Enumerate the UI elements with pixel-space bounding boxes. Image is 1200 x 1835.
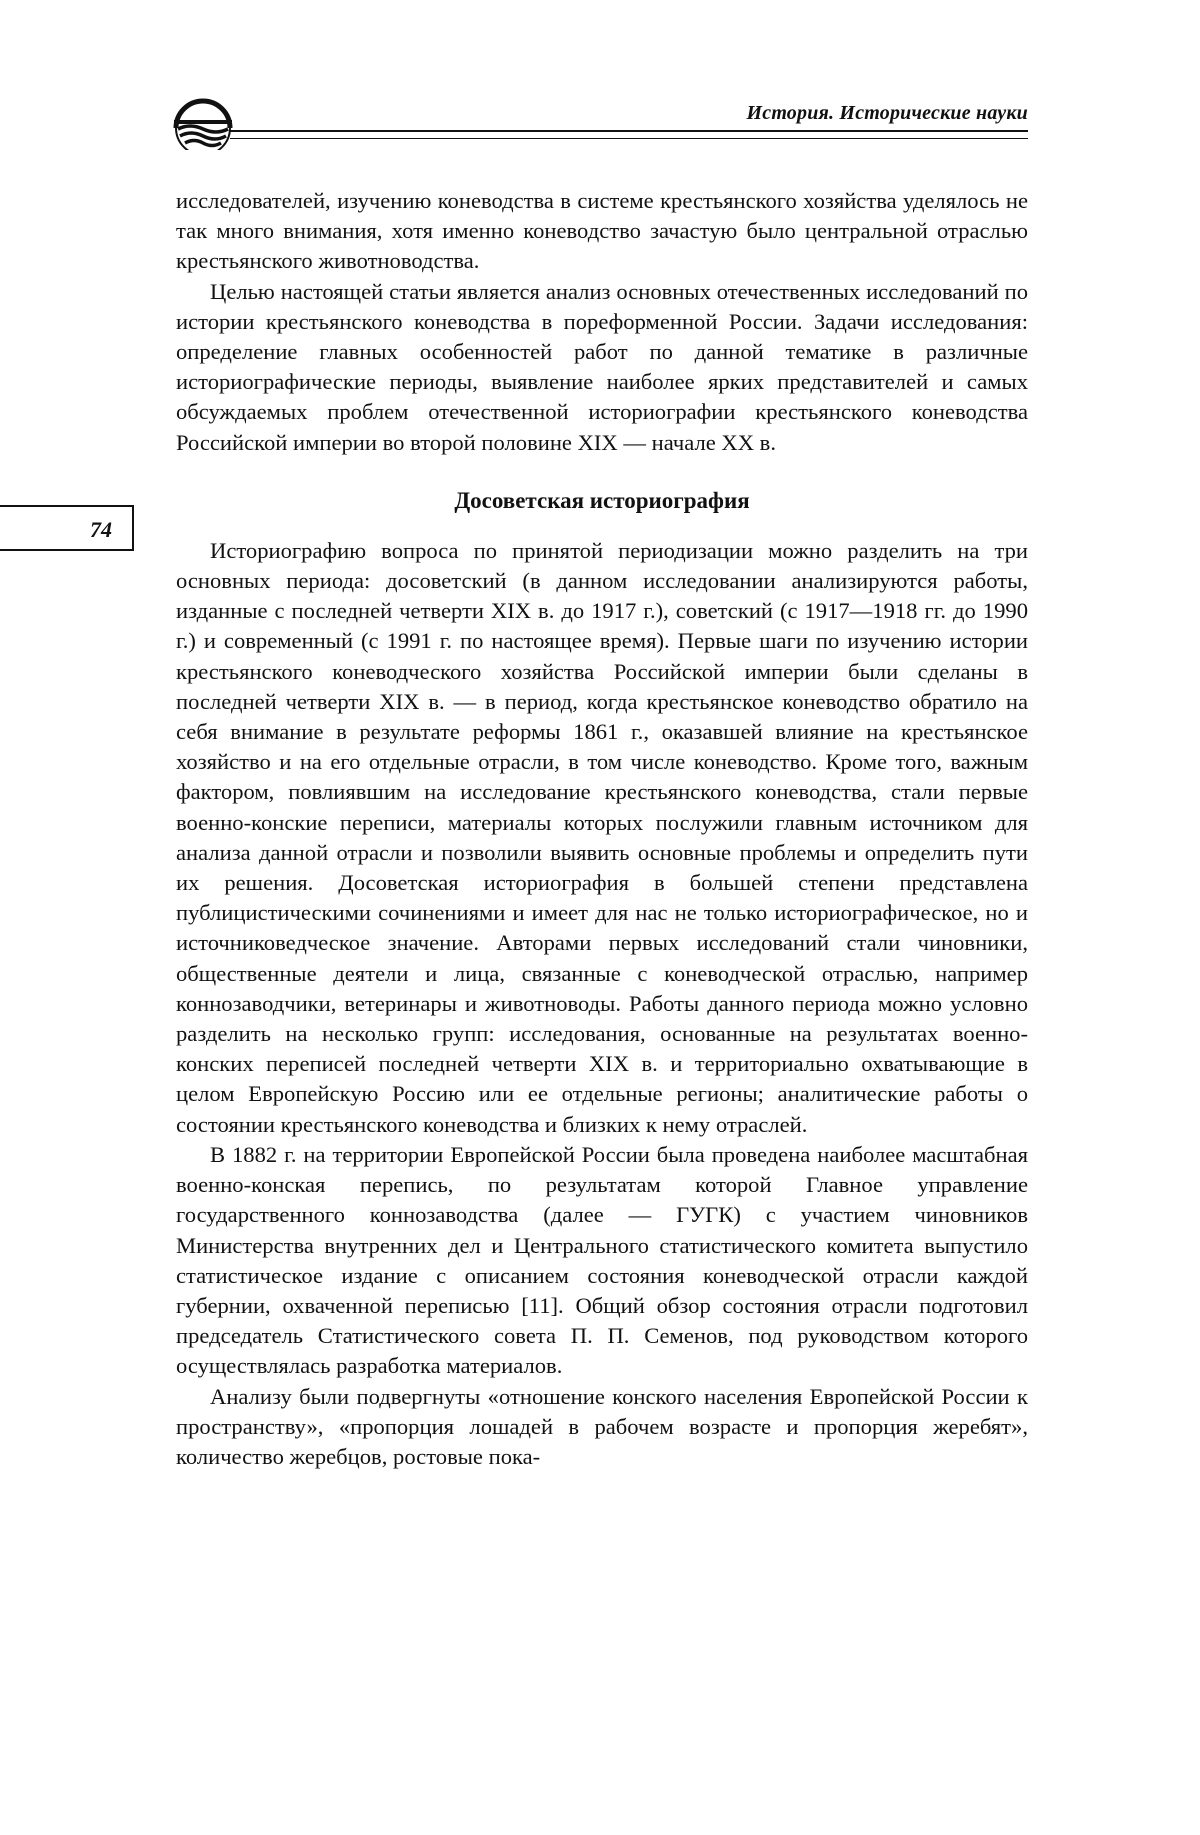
header-title: История. Исторические науки — [746, 102, 1028, 124]
paragraph: исследователей, изучению коневодства в системе крестьянского хозяйства уделялось не так много внимания, хотя именно коневодство зачастую было центральной отраслью крестьянского животноводства. — [176, 188, 1028, 274]
paragraph: Историографию вопроса по принятой периодизации можно разделить на три основных периода: досоветский (в данном исследовании анализируются работы, изданные с последней четверти XIX в. до 1917 г.), советский (с 1917—1918 гг. до 1990 г.) и современный (с 1991 г. по настоящее время). Первые шаги по изучению истории крестьянского коневодческого хозяйства Российской империи были сделаны в последней четверти XIX в. — в период, когда крестьянское коневодство обратило на себя внимание в результате реформы 1861 г., оказавшей влияние на крестьянское хозяйство и на его отдельные отрасли, в том числе коневодство. Кроме того, важным фактором, повлиявшим на исследование крестьянского коневодства, стали первые военно-конские переписи, материалы которых послужили главным источником для анализа данной отрасли и позволили выявить основные проблемы и определить пути их решения. Досоветская историография в большей степени представлена публицистическими сочинениями и имеет для нас не только историографическое, но и источниковедческое значение. Авторами первых исследований стали чиновники, общественные деятели и лица, связанные с коневодческой отраслью, например коннозаводчики, ветеринары и животноводы. Работы данного периода можно условно разделить на несколько групп: исследования, основанные на результатах военно-конских переписей последней четверти XIX в. и территориально охватывающие в целом Европейскую Россию или ее отдельные регионы; аналитические работы о состоянии крестьянского коневодства и близких к нему отраслей. — [176, 537, 1028, 1137]
paragraph: Анализу были подвергнуты «отношение конского населения Европейской России к пространству», «пропорция лошадей в рабочем возрасте и пропорция жеребят», количество жеребцов, ростовые пока- — [176, 1383, 1028, 1469]
page-number: 74 — [90, 517, 112, 542]
paragraph: В 1882 г. на территории Европейской России была проведена наиболее масштабная военно-конская перепись, по результатам которой Главное управление государственного коннозаводства (далее — ГУГК) с участием чиновников Министерства внутренних дел и Центрального статистического комитета выпустило статистическое издание с описанием состояния коневодческой отрасли каждой губернии, охваченной переписью [11]. Общий обзор состояния отрасли подготовил председатель Статистического совета П. П. Семенов, под руководством которого осуществлялась разработка материалов. — [176, 1141, 1028, 1379]
article-body — [176, 186, 1028, 1472]
running-header — [172, 98, 1028, 146]
header-rule — [230, 130, 1028, 139]
page-number-tab — [0, 505, 134, 551]
section-heading: Досоветская историография — [454, 487, 750, 513]
wave-circle-logo-icon — [172, 98, 234, 150]
paragraph: Целью настоящей статьи является анализ основных отечественных исследований по истории крестьянского коневодства в пореформенной России. Задачи исследования: определение главных особенностей работ по данной тематике в различные историографические периоды, выявление наиболее ярких представителей и самых обсуждаемых проблем отечественной историографии крестьянского коневодства Российской империи во второй половине XIX — начале XX в. — [176, 278, 1028, 455]
